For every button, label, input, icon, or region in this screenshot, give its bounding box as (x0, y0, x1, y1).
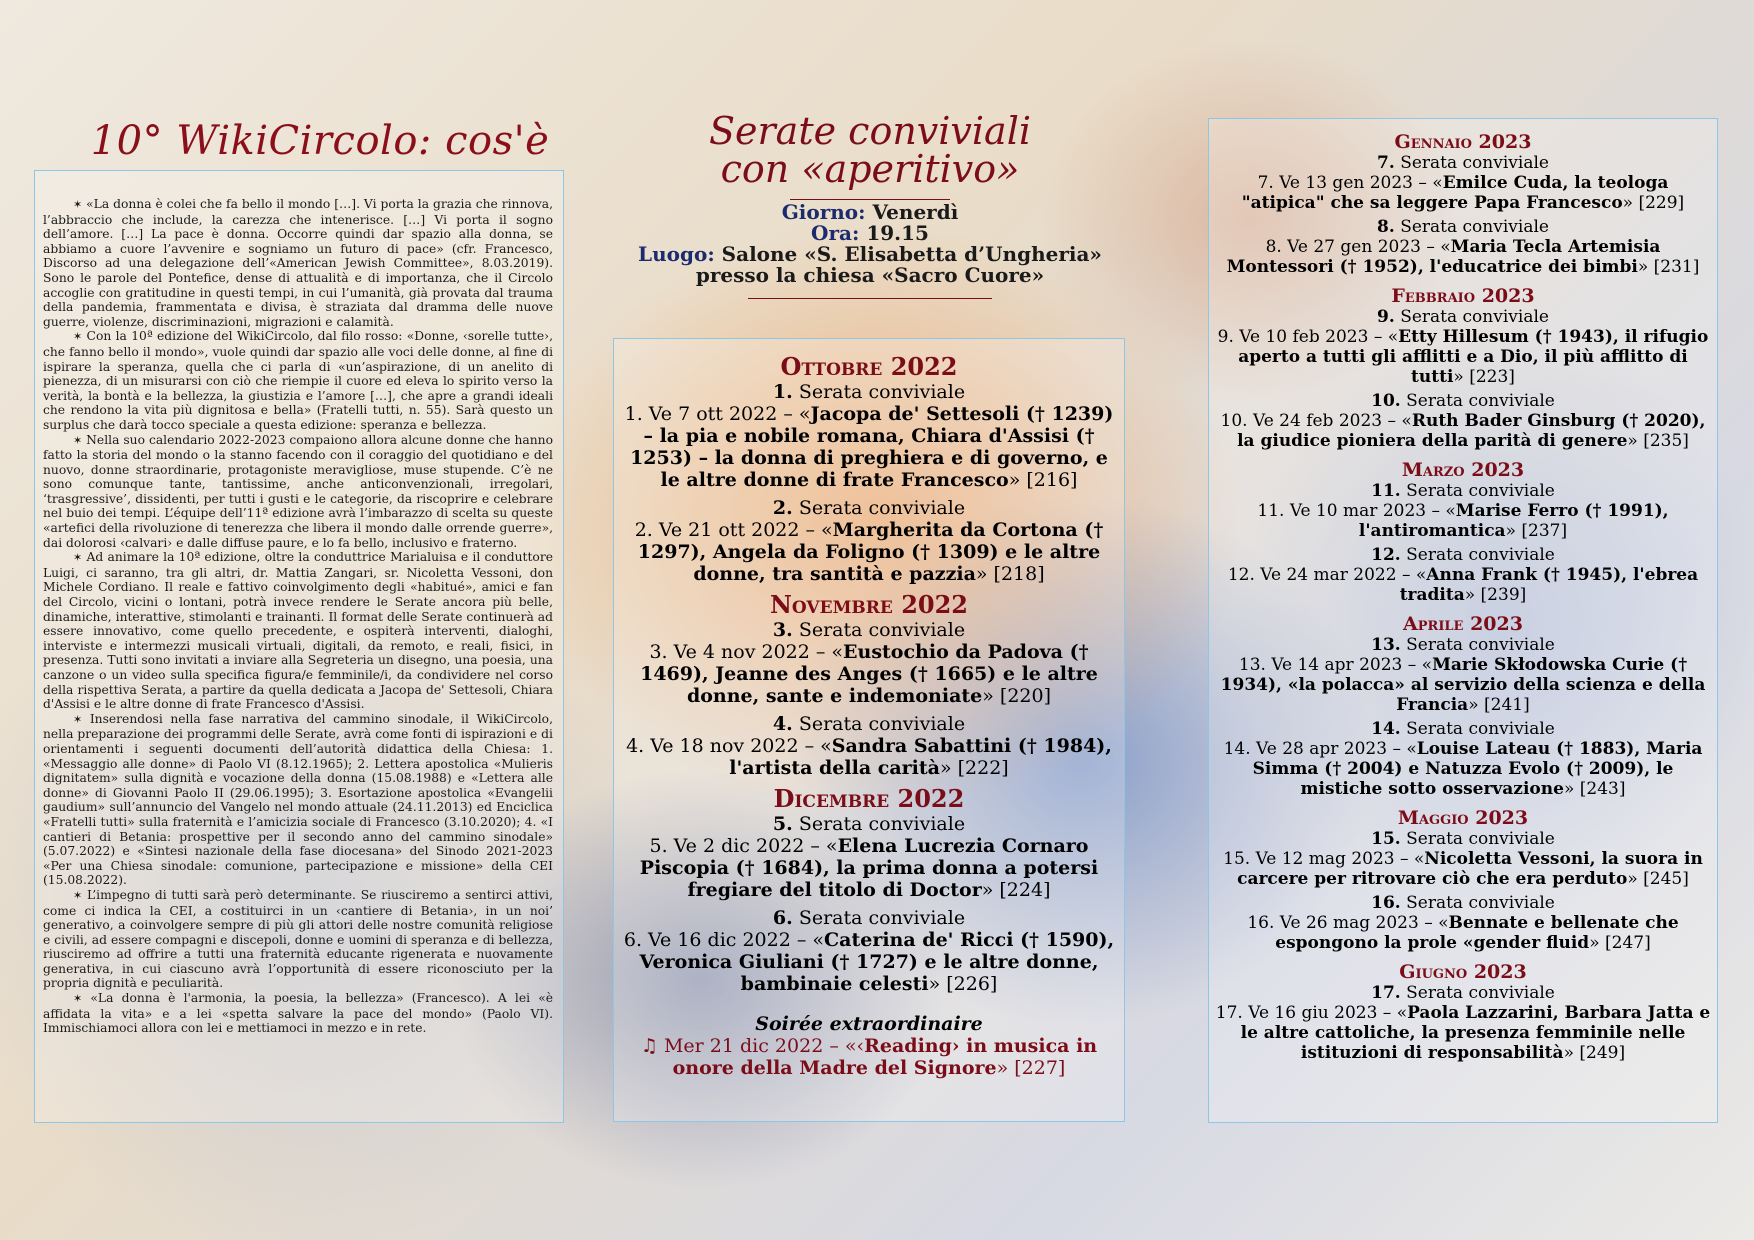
serata-label: Serata conviviale (1406, 481, 1555, 501)
month-heading: Dicembre 2022 (773, 784, 965, 813)
event-line (618, 519, 1120, 585)
serata-index: 7. (1377, 153, 1395, 173)
serata-index: 8. (1377, 217, 1395, 237)
event-date: 6. Ve 16 dic 2022 – « (623, 929, 825, 951)
serata-label: Serata conviviale (798, 813, 966, 835)
serata-number (618, 381, 1120, 403)
serata-number (1215, 153, 1711, 173)
event-ref: » [218] (975, 563, 1045, 585)
serata-number (1215, 829, 1711, 849)
serata-number (618, 713, 1120, 735)
special-date: Mer 21 dic 2022 – «‹ (663, 1035, 865, 1057)
serata-number (1215, 217, 1711, 237)
serata-index: 17. (1371, 983, 1401, 1003)
event-line (618, 641, 1120, 707)
event-date: 7. Ve 13 gen 2023 – « (1257, 173, 1443, 193)
serata-number (618, 907, 1120, 929)
serata-number (1215, 545, 1711, 565)
event-line (1215, 1003, 1711, 1063)
event-line (1215, 565, 1711, 605)
event-date: 8. Ve 27 gen 2023 – « (1265, 237, 1451, 257)
month-heading: Marzo 2023 (1401, 459, 1525, 481)
place-row-2: presso la chiesa «Sacro Cuore» (695, 263, 1045, 287)
left-title: 10° WikiCircolo: cos'è (90, 118, 550, 164)
event-ref: » [224] (981, 879, 1051, 901)
serata-label: Serata conviviale (798, 713, 966, 735)
event-date: 15. Ve 12 mag 2023 – « (1223, 849, 1425, 869)
event-date: 2. Ve 21 ott 2022 – « (634, 519, 833, 541)
serata-label: Serata conviviale (1406, 829, 1555, 849)
event-title: Emilce Cuda, la teologa "atipica" che sa leggere Papa Francesco (1241, 173, 1669, 213)
star-icon: ✶ (73, 433, 83, 447)
event-ref: » [237] (1505, 521, 1568, 541)
star-icon: ✶ (73, 888, 83, 902)
serata-index: 4. (772, 713, 793, 735)
serata-number (618, 619, 1120, 641)
event-line (1215, 327, 1711, 387)
center-title-line-1: Serate conviviali (708, 109, 1032, 153)
month-heading: Aprile 2023 (1403, 613, 1523, 635)
event-ref: » [235] (1627, 431, 1689, 451)
event-line (1215, 849, 1711, 889)
serata-index: 16. (1371, 893, 1401, 913)
serata-label: Serata conviviale (1406, 545, 1555, 565)
intro-text-7: «La donna è l'armonia, la poesia, la bellezza» (Francesco). A lei «è affidata la vita» e a lei «spetta salvare la pace del mondo» (Paolo VI). Immischiamoci allora con lei e mettiamoci in mezzo e in rete. (43, 991, 553, 1036)
event-ref: » [241] (1468, 695, 1530, 715)
intro-paragraph (43, 550, 553, 712)
month-list (1215, 131, 1711, 1063)
serata-index: 12. (1371, 545, 1401, 565)
schedule-spring (1208, 118, 1718, 1123)
intro-paragraph (43, 329, 553, 432)
serata-index: 11. (1371, 481, 1401, 501)
star-icon: ✶ (73, 198, 83, 211)
special-heading: Soirée extraordinaire (755, 1013, 983, 1035)
month-list (618, 353, 1120, 995)
event-ref: » [216] (1008, 469, 1078, 491)
event-line (1215, 411, 1711, 451)
event-title: Bennate e bellenate che espongono la prole «gender fluid (1275, 913, 1679, 953)
serata-index: 9. (1377, 307, 1395, 327)
intro-text-1: «La donna è colei che fa bello il mondo […]. Vi porta la grazia che rinnova, l’abbraccio che include, la carezza che intenerisce. […] Vi porta il sogno dell’amore. […] La pace è donna. Occorre quindi dar spazio alla donna, se abbiamo a cuore l’avvenire e sogniamo un futuro di pace» (cfr. Francesco, Discorso ad una delegazione dell’«American Jewish Committee», 8.03.2019). Sono le parole del Pontefice, dense di attualità e di importanza, che il Circolo accoglie con gratitudine in questi tempi, in cui l’umanità, già provata dal trauma della pandemia, frammentata e divisa, è straziata dal dramma delle nuove guerre, violenze, discriminazioni, migrazioni e calamità. (43, 197, 553, 329)
time-value: 19.15 (866, 221, 929, 245)
month-heading: Novembre 2022 (769, 590, 969, 619)
event-title: Caterina de' Ricci († 1590), Veronica Giuliani († 1727) e le altre donne, bambinaie celesti (639, 929, 1115, 995)
center-title-line-2: con «aperitivo» (720, 147, 1020, 191)
event-title: Jacopa de' Settesoli († 1239) – la pia e nobile romana, Chiara d'Assisi († 1253) – la donna di preghiera e di governo, e le altre donne di frate Francesco (630, 403, 1114, 491)
event-ref: » [243] (1563, 779, 1626, 799)
star-icon: ✶ (73, 330, 83, 344)
event-title: Anna Frank († 1945), l'ebrea tradita (1399, 565, 1699, 605)
event-ref: » [222] (939, 757, 1009, 779)
event-line (1215, 913, 1711, 953)
star-icon: ✶ (73, 712, 83, 726)
serata-number (618, 813, 1120, 835)
event-ref: » [220] (982, 685, 1052, 707)
center-title (640, 109, 1100, 191)
serata-label: Serata conviviale (1400, 217, 1549, 237)
month-heading: Gennaio 2023 (1394, 131, 1532, 153)
event-title: Etty Hillesum († 1943), il rifugio aperto a tutti gli afflitti e a Dio, il più afflitto di tutti (1238, 327, 1709, 387)
month-heading: Giugno 2023 (1399, 961, 1527, 983)
event-title: Louise Lateau († 1883), Maria Simma († 2004) e Natuzza Evolo († 2009), le mistiche sotto osservazione (1252, 739, 1703, 799)
event-title: Elena Lucrezia Cornaro Piscopia († 1684), la prima donna a potersi fregiare del titolo di Doctor (639, 835, 1099, 901)
event-ref: » [249] (1563, 1043, 1626, 1063)
event-title: Paola Lazzarini, Barbara Jatta e le altre cattoliche, la presenza femminile nelle istituzioni di responsabilità (1240, 1003, 1711, 1063)
serata-index: 14. (1371, 719, 1401, 739)
event-line (618, 835, 1120, 901)
day-label: Giorno: (781, 200, 866, 224)
event-title: Ruth Bader Ginsburg († 2020), la giudice pioniera della parità di genere (1237, 411, 1706, 451)
intro-text-3: Nella suo calendario 2022-2023 compaiono allora alcune donne che hanno fatto la storia del mondo o la stanno facendo con il coraggio del quotidiano e del nuovo, donne straordinarie, protagoniste meravigliose, muse stupende. C’è ne sono comunque tante, tantissime, anche anticonvenzionali, irregolari, ‘trasgressive’, dissidenti, per tutti i gusti e le categorie, da riscoprire e celebrare nel buio dei tempi. L’équipe dell’11ª edizione avrà l’imbarazzo di scelta su queste «artefici della rivoluzione di tenerezza che libera il mondo dalle orrende guerre», dai dolorosi ‹calvari› e dalle diffuse paure, e lo fa bello, inclusivo e fraterno. (43, 432, 553, 550)
serata-number (1215, 307, 1711, 327)
serata-number (1215, 635, 1711, 655)
event-title: Maria Tecla Artemisia Montessori († 1952), l'educatrice dei bimbi (1226, 237, 1661, 277)
event-title: Marise Ferro († 1991), l'antiromantica (1358, 501, 1669, 541)
schedule-autumn (613, 338, 1125, 1122)
event-line (1215, 501, 1711, 541)
event-line (1215, 739, 1711, 799)
serata-label: Serata conviviale (1406, 391, 1555, 411)
time-row (610, 223, 1130, 244)
event-title: Margherita da Cortona († 1297), Angela da Foligno († 1309) e le altre donne, tra santità e pazzia (637, 519, 1104, 585)
month-heading: Febbraio 2023 (1391, 285, 1535, 307)
special-line (618, 1035, 1120, 1079)
serata-number (1215, 481, 1711, 501)
intro-paragraph (43, 888, 553, 991)
serata-index: 5. (772, 813, 793, 835)
serata-index: 3. (772, 619, 793, 641)
event-date: 1. Ve 7 ott 2022 – « (624, 403, 811, 425)
serata-label: Serata conviviale (798, 907, 966, 929)
event-line (618, 735, 1120, 779)
intro-paragraph (43, 433, 553, 551)
serata-label: Serata conviviale (1406, 635, 1555, 655)
event-title: Marie Skłodowska Curie († 1934), «la polacca» al servizio della scienza e della Francia (1220, 655, 1706, 715)
event-date: 13. Ve 14 apr 2023 – « (1238, 655, 1433, 675)
star-icon: ✶ (73, 992, 83, 1006)
star-icon: ✶ (73, 551, 83, 565)
serata-number (1215, 391, 1711, 411)
intro-text-5: Inserendosi nella fase narrativa del cammino sinodale, il WikiCircolo, nella preparazione dei programmi delle Serate, avrà come fonti di ispirazioni e di orientamenti i seguenti documenti dell’autorità didattica della Chiesa: 1. «Messaggio alle donne» di Paolo VI (8.12.1965); 2. Lettera apostolica «Mulieris dignitatem» sulla dignità e vocazione della donna (15.08.1988) e «Lettera alle donne» di Giovanni Paolo II (29.06.1995); 3. Esortazione apostolica «Evangelii gaudium» sull’annuncio del Vangelo nel mondo attuale (24.11.2013) ed Enciclica «Fratelli tutti» sulla fraternità e l’amicizia sociale di Francesco (3.10.2020); 4. «I cantieri di Betania: prospettive per il secondo anno del cammino sinodale» (5.07.2022) e «Sintesi nazionale della fase diocesana» del Sinodo 2021-2023 «Per una Chiesa sinodale: comunione, partecipazione e missione» della CEI (15.08.2022). (43, 711, 553, 888)
event-line (1215, 237, 1711, 277)
serata-label: Serata conviviale (1406, 983, 1555, 1003)
event-ref: » [226] (928, 973, 998, 995)
serata-index: 2. (772, 497, 793, 519)
day-value: Venerdì (872, 200, 959, 224)
event-info (610, 202, 1130, 286)
place-value: Salone «S. Elisabetta d’Ungheria» (721, 242, 1102, 266)
divider (748, 298, 992, 299)
event-title: Sandra Sabattini († 1984), l'artista della carità (729, 735, 1112, 779)
serata-label: Serata conviviale (1400, 153, 1549, 173)
event-date: 9. Ve 10 feb 2023 – « (1217, 327, 1399, 347)
event-date: 4. Ve 18 nov 2022 – « (626, 735, 832, 757)
intro-text-6: L’impegno di tutti sarà però determinante. Se riusciremo a sentirci attivi, come ci indica la CEI, a costituirci in un ‹cantiere di Betania›, in un noi’ generativo, a coinvolgere sempre di più gli attori delle nostre comunità religiose e civili, ad essere compagni e discepoli, donne e uomini di speranza e di bellezza, riusciremo ad offrire a tutti una fraternità educante rigenerata e nuovamente generativa, in cui ciascuno avrà l’opportunità di essere riconosciuto per la propria dignità e peculiarità. (43, 887, 553, 991)
serata-index: 13. (1371, 635, 1401, 655)
event-date: 11. Ve 10 mar 2023 – « (1257, 501, 1456, 521)
intro-paragraph (43, 991, 553, 1036)
serata-label: Serata conviviale (1400, 307, 1549, 327)
event-ref: » [223] (1453, 367, 1515, 387)
serata-index: 1. (772, 381, 793, 403)
serata-label: Serata conviviale (798, 381, 966, 403)
day-row (610, 202, 1130, 223)
event-date: 5. Ve 2 dic 2022 – « (649, 835, 838, 857)
event-date: 3. Ve 4 nov 2022 – « (649, 641, 844, 663)
serata-number (618, 497, 1120, 519)
event-ref: » [247] (1589, 933, 1651, 953)
event-date: 10. Ve 24 feb 2023 – « (1220, 411, 1412, 431)
event-date: 12. Ve 24 mar 2022 – « (1227, 565, 1427, 585)
intro-paragraph (43, 712, 553, 888)
time-label: Ora: (811, 221, 860, 245)
month-heading: Ottobre 2022 (780, 352, 958, 381)
place-row (610, 244, 1130, 265)
event-line (618, 403, 1120, 491)
serata-label: Serata conviviale (798, 497, 966, 519)
event-line (1215, 173, 1711, 213)
intro-panel (34, 170, 564, 1123)
serata-number (1215, 893, 1711, 913)
month-heading: Maggio 2023 (1397, 807, 1529, 829)
serata-index: 6. (772, 907, 793, 929)
serata-number (1215, 719, 1711, 739)
event-ref: » [229] (1622, 193, 1685, 213)
event-title: Nicoletta Vessoni, la suora in carcere per ritrovare ciò che era perduto (1237, 849, 1703, 889)
event-title: Eustochio da Padova († 1469), Jeanne des Anges († 1665) e le altre donne, sante e indemoniate (640, 641, 1098, 707)
special-title: Reading› in musica in onore della Madre del Signore (672, 1035, 1098, 1079)
event-ref: » [239] (1464, 585, 1527, 605)
serata-number (1215, 983, 1711, 1003)
event-ref: » [245] (1627, 869, 1689, 889)
serata-index: 15. (1371, 829, 1401, 849)
special-ref: » [227] (996, 1057, 1066, 1079)
special-event (618, 1013, 1120, 1079)
serata-label: Serata conviviale (1406, 893, 1555, 913)
intro-text-2: Con la 10ª edizione del WikiCircolo, dal filo rosso: «Donne, ‹sorelle tutte›, che fanno bello il mondo», vuole quindi dar spazio alle voci delle donne, al fine di ispirare la speranza, quella che ci parla di «un’aspirazione, di un anelito di pienezza, di un misurarsi con ciò che riempie il cuore ed eleva lo spirito verso la verità, la bontà e la bellezza, la giustizia e l’amore […], che apre a grandi ideali che rendono la vita più dignitosa e bella» (Fratelli tutti, n. 55). Sarà questo un surplus che darà tocco speciale a questa edizione: speranza e bellezza. (43, 329, 553, 432)
event-line (618, 929, 1120, 995)
event-ref: » [231] (1637, 257, 1700, 277)
serata-label: Serata conviviale (1406, 719, 1555, 739)
intro-text-4: Ad animare la 10ª edizione, oltre la conduttrice Marialuisa e il conduttore Luigi, ci saranno, tra gli altri, dr. Mattia Zangari, sr. Nicoletta Vessoni, don Michele Cordiano. Il reale e fattivo coinvolgimento degli «habitué», amici e fan del Circolo, vicini o lontani, potrà invece rendere le Serate ancora più belle, dinamiche, interattive, stimolanti e trainanti. Il format delle Serate continuerà ad essere innovativo, come quello precedente, e ospiterà interventi, dialoghi, interviste e intermezzi musicali virtuali, digitali, da remoto, e reali, fisici, in presenza. Tutti sono invitati a inviare alla Segreteria un disegno, una poesia, una canzone o un video sulla specifica figura/e femminile/i, da condividere nel corso della rispettiva Serata, a partire da quella dedicata a Jacopa de' Settesoli, Chiara d'Assisi e le altre donne di frate Francesco d'Assisi. (43, 550, 553, 712)
music-note-icon: ♫ (640, 1035, 658, 1057)
serata-index: 10. (1371, 391, 1401, 411)
event-date: 14. Ve 28 apr 2023 – « (1223, 739, 1417, 759)
intro-paragraph (43, 197, 553, 329)
event-line (1215, 655, 1711, 715)
place-label: Luogo: (638, 242, 715, 266)
event-date: 17. Ve 16 giu 2023 – « (1215, 1003, 1408, 1023)
serata-label: Serata conviviale (798, 619, 966, 641)
event-date: 16. Ve 26 mag 2023 – « (1247, 913, 1449, 933)
